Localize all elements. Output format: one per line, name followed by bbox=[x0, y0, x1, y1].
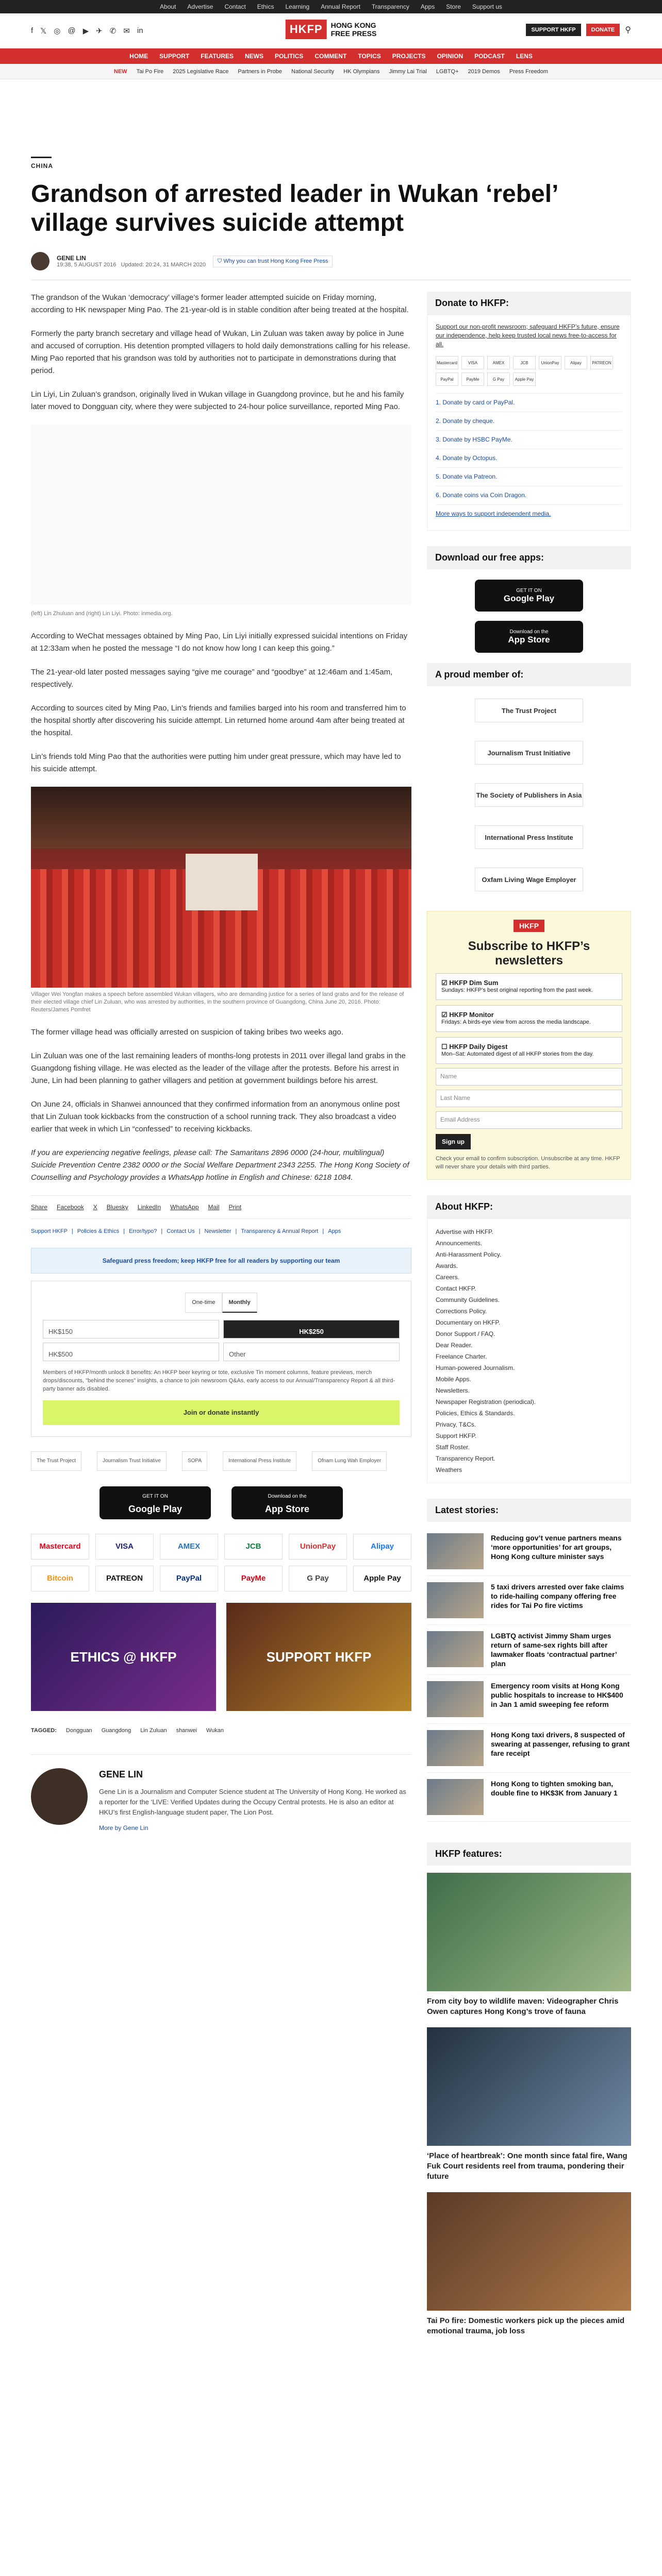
member-logo[interactable]: Oxfam Living Wage Employer bbox=[475, 868, 583, 891]
paragraph: The former village head was officially arrested on suspicion of taking bribes two weeks ago. bbox=[31, 1028, 343, 1037]
payment-icon: PATREON bbox=[590, 356, 613, 369]
sidebar bbox=[427, 292, 631, 2347]
payment-logo: Bitcoin bbox=[31, 1566, 89, 1591]
share-label: Share bbox=[31, 1204, 48, 1211]
about-link[interactable]: Freelance Charter. bbox=[436, 1353, 487, 1360]
newsletter-option[interactable]: ☑ HKFP Monitor Fridays: A birds-eye view from across the media landscape. bbox=[436, 1005, 622, 1032]
about-link[interactable]: Awards. bbox=[436, 1262, 458, 1269]
amount-other-input[interactable]: Other bbox=[223, 1343, 400, 1361]
header-actions bbox=[526, 24, 631, 36]
footer-link[interactable]: Apps bbox=[328, 1228, 341, 1234]
paragraph: Lin Liyi, Lin Zuluan’s grandson, originally lived in Wukan village in Guangdong province, but he and his family later moved to Dongguan city, where they were subjected to 24-hour police surveillance, reported Ming Pao. bbox=[31, 390, 404, 411]
apps-heading: Download our free apps: bbox=[427, 546, 631, 569]
share-x[interactable]: X bbox=[93, 1204, 97, 1211]
checkbox-icon[interactable]: ☐ bbox=[441, 1043, 448, 1050]
subnav-item[interactable]: Press Freedom bbox=[509, 68, 549, 75]
payment-logo: UnionPay bbox=[289, 1534, 347, 1560]
about-link[interactable]: Documentary on HKFP. bbox=[436, 1319, 501, 1326]
payment-icon: PayMe bbox=[461, 372, 484, 386]
share-linkedin[interactable]: LinkedIn bbox=[137, 1204, 161, 1211]
ethics-promo[interactable]: ETHICS @ HKFP bbox=[31, 1603, 216, 1711]
nav-item[interactable]: OPINION bbox=[437, 53, 464, 60]
nav-item[interactable]: NEWS bbox=[244, 53, 263, 60]
amount-option-selected[interactable]: HK$250 bbox=[223, 1320, 400, 1338]
payment-logo: Mastercard bbox=[31, 1534, 89, 1560]
partner-logo[interactable]: SOPA bbox=[182, 1451, 207, 1471]
nav-item[interactable]: SUPPORT bbox=[159, 53, 190, 60]
payment-logo: G Pay bbox=[289, 1566, 347, 1591]
app-store-badge[interactable]: Download on the App Store bbox=[231, 1486, 343, 1519]
share-facebook[interactable]: Facebook bbox=[57, 1204, 84, 1211]
name-field[interactable]: Name bbox=[436, 1068, 622, 1086]
more-by-author-link[interactable]: More by Gene Lin bbox=[99, 1824, 148, 1832]
donate-pay-icons bbox=[436, 356, 622, 386]
share-mail[interactable]: Mail bbox=[208, 1204, 220, 1211]
about-link[interactable]: Newspaper Registration (periodical). bbox=[436, 1398, 536, 1405]
donate-panel bbox=[427, 315, 631, 531]
about-link[interactable]: Careers. bbox=[436, 1274, 460, 1281]
story-thumbnail bbox=[427, 1681, 484, 1717]
payment-logo: PayPal bbox=[160, 1566, 218, 1591]
story-thumbnail bbox=[427, 1779, 484, 1815]
content-columns bbox=[31, 292, 631, 2347]
article-body bbox=[31, 292, 411, 2347]
footer-links: Support HKFP | Policies & Ethics | Error/typo? | Contact Us | Newsletter | Transparency & Annual Report | Apps bbox=[31, 1225, 411, 1238]
membership-text: Members of HKFP/month unlock 8 benefits: An HKFP beer keyring or tote, exclusive Tin moment columns, feature previews, merch drops/discounts, "behind the scenes" insights, a chance to join newsroom Q&As, early access to our Annual/Transparency Report & all third-party banner ads disabled. bbox=[43, 1369, 395, 1392]
author-name[interactable]: GENE LIN bbox=[57, 255, 86, 262]
support-button[interactable]: SUPPORT HKFP bbox=[526, 24, 581, 36]
payment-logo: PATREON bbox=[95, 1566, 154, 1591]
story-title[interactable]: Hong Kong to tighten smoking ban, double fine to HK$3K from January 1 bbox=[491, 1780, 618, 1797]
member-logo[interactable]: International Press Institute bbox=[475, 825, 583, 849]
subnav-item[interactable]: Jimmy Lai Trial bbox=[389, 68, 427, 75]
tab-monthly[interactable]: Monthly bbox=[222, 1293, 257, 1313]
search-icon[interactable]: ⚲ bbox=[625, 26, 631, 35]
author-box bbox=[31, 1754, 411, 1834]
feature-title[interactable]: Tai Po fire: Domestic workers pick up the pieces amid emotional trauma, job loss bbox=[427, 2316, 625, 2335]
publish-date: 19:38, 5 AUGUST 2016 bbox=[57, 262, 117, 268]
nav-item[interactable]: TOPICS bbox=[358, 53, 381, 60]
nav-item[interactable]: PROJECTS bbox=[392, 53, 426, 60]
tag-list bbox=[31, 1724, 411, 1737]
payment-logo: JCB bbox=[224, 1534, 283, 1560]
latest-story[interactable] bbox=[427, 1675, 631, 1724]
social-icons bbox=[31, 26, 143, 36]
about-link[interactable]: Contact HKFP. bbox=[436, 1285, 476, 1292]
about-link[interactable]: Transparency Report. bbox=[436, 1455, 495, 1462]
story-title[interactable]: Reducing gov’t venue partners means ‘more opportunities’ for art groups, Hong Kong culture minister says bbox=[491, 1534, 622, 1561]
paragraph: Lin Zuluan was one of the last remaining leaders of months-long protests in 2011 over illegal land grabs in the Guangdong fishing village. He was elected as the leader of the village after the protests. Before his arrest in June, Lin had been planning to gather villagers and petition at government buildings before his arrest. bbox=[31, 1052, 406, 1085]
site-logo[interactable] bbox=[286, 20, 377, 39]
story-thumbnail bbox=[427, 1631, 484, 1667]
mail-icon[interactable]: ✉ bbox=[123, 27, 130, 36]
shield-icon: ⛉ bbox=[218, 258, 222, 264]
nav-item[interactable]: FEATURES bbox=[201, 53, 234, 60]
share-whatsapp[interactable]: WhatsApp bbox=[170, 1204, 199, 1211]
about-link[interactable]: Human-powered Journalism. bbox=[436, 1364, 515, 1371]
feature-title[interactable]: ‘Place of heartbreak’: One month since fatal fire, Wang Fuk Court residents reel from trauma, pondering their future bbox=[427, 2151, 627, 2181]
story-title[interactable]: 5 taxi drivers arrested over fake claims to ride-hailing company offering free rides for Tai Po fire victims bbox=[491, 1583, 624, 1609]
tag[interactable]: Wukan bbox=[206, 1727, 224, 1734]
photo-stage bbox=[186, 854, 258, 910]
support-banner[interactable]: Safeguard press freedom; keep HKFP free for all readers by supporting our team bbox=[31, 1248, 411, 1274]
google-play-badge[interactable]: GET IT ON Google Play bbox=[475, 580, 583, 612]
payment-logo: VISA bbox=[95, 1534, 154, 1560]
newsletter-logo: HKFP bbox=[514, 920, 544, 932]
newsletter-signup bbox=[427, 911, 631, 1180]
about-link[interactable]: Support HKFP. bbox=[436, 1432, 477, 1439]
category-rule bbox=[31, 157, 52, 158]
story-thumbnail bbox=[427, 1533, 484, 1569]
latest-story[interactable] bbox=[427, 1576, 631, 1625]
footer-link[interactable]: Newsletter bbox=[204, 1228, 231, 1234]
author-photo bbox=[31, 1768, 88, 1825]
topbar-link[interactable]: Transparency bbox=[371, 3, 409, 10]
tag[interactable]: shanwei bbox=[176, 1727, 197, 1734]
whatsapp-icon[interactable]: ✆ bbox=[109, 27, 117, 36]
footer-link[interactable]: Support HKFP bbox=[31, 1228, 68, 1234]
payment-logo: PayMe bbox=[224, 1566, 283, 1591]
story-thumbnail bbox=[427, 1730, 484, 1766]
payment-icon: Alipay bbox=[565, 356, 587, 369]
donate-option[interactable]: 5. Donate via Patreon. bbox=[436, 467, 622, 486]
newsletter-option[interactable]: ☐ HKFP Daily Digest Mon–Sat: Automated digest of all HKFP stories from the day. bbox=[436, 1037, 622, 1064]
subnav-item[interactable]: LGBTQ+ bbox=[436, 68, 459, 75]
subnav-item[interactable]: 2025 Legislative Race bbox=[173, 68, 229, 75]
about-link[interactable]: Donor Support / FAQ. bbox=[436, 1330, 495, 1337]
member-logos bbox=[427, 686, 631, 904]
feature-image[interactable] bbox=[427, 2027, 631, 2146]
payment-logo: AMEX bbox=[160, 1534, 218, 1560]
about-link[interactable]: Community Guidelines. bbox=[436, 1296, 500, 1303]
nav-item[interactable]: COMMENT bbox=[315, 53, 347, 60]
latest-story[interactable] bbox=[427, 1773, 631, 1822]
article-title: Grandson of arrested leader in Wukan ‘rebel’ village survives suicide attempt bbox=[31, 180, 557, 236]
image-caption: (left) Lin Zhuluan and (right) Lin Liyi. Photo: inmedia.org. bbox=[31, 611, 173, 617]
footer-link[interactable]: Contact Us bbox=[167, 1228, 195, 1234]
hkfp-logo: HKFP bbox=[286, 20, 327, 39]
paragraph: According to WeChat messages obtained by Ming Pao, Lin Liyi initially expressed suicidal intentions on Friday at 12:33am when he posted the message “I do not know how long I can keep this going.” bbox=[31, 632, 408, 653]
latest-stories bbox=[427, 1522, 631, 1827]
protest-photo bbox=[31, 787, 411, 988]
topbar-link[interactable]: Store bbox=[446, 3, 461, 10]
story-title[interactable]: Emergency room visits at Hong Kong public hospitals to increase to HK$400 in Jan 1 amid sweeping fee reform bbox=[491, 1682, 623, 1708]
nav-item[interactable]: LENS bbox=[516, 53, 533, 60]
story-title[interactable]: Hong Kong taxi drivers, 8 suspected of swearing at passenger, refusing to grant fare receipt bbox=[491, 1731, 630, 1757]
share-bar bbox=[31, 1195, 411, 1219]
donate-intro[interactable]: Support our non-profit newsroom; safeguard HKFP’s future, ensure our independence, help keep trusted local news free-to-access for all. bbox=[436, 323, 620, 348]
about-link[interactable]: Weathers bbox=[436, 1466, 462, 1473]
about-link[interactable]: Anti-Harassment Policy. bbox=[436, 1251, 502, 1258]
support-promo[interactable]: SUPPORT HKFP bbox=[226, 1603, 411, 1711]
topbar-link[interactable]: Learning bbox=[285, 3, 310, 10]
about-link[interactable]: Dear Reader. bbox=[436, 1342, 473, 1349]
share-print[interactable]: Print bbox=[228, 1204, 242, 1211]
footer-link[interactable]: Policies & Ethics bbox=[77, 1228, 120, 1234]
payment-logo: Apple Pay bbox=[353, 1566, 411, 1591]
app-store-badge[interactable]: Download on the App Store bbox=[475, 621, 583, 653]
donate-option[interactable]: 1. Donate by card or PayPal. bbox=[436, 393, 622, 412]
telegram-icon[interactable]: ✈ bbox=[96, 27, 103, 36]
partner-logo[interactable]: Ofnam Lung Wah Employer bbox=[312, 1451, 387, 1471]
amount-options bbox=[43, 1320, 400, 1361]
instagram-icon[interactable]: ◎ bbox=[54, 27, 61, 36]
nav-item[interactable]: POLITICS bbox=[274, 53, 304, 60]
subnav-item[interactable]: Partners in Probe bbox=[238, 68, 282, 75]
donate-heading: Donate to HKFP: bbox=[427, 292, 631, 315]
amount-option[interactable]: HK$150 bbox=[43, 1320, 219, 1338]
article-image bbox=[31, 425, 411, 605]
about-link[interactable]: Mobile Apps. bbox=[436, 1376, 471, 1383]
checkbox-icon[interactable]: ☑ bbox=[441, 1011, 448, 1019]
about-links bbox=[427, 1218, 631, 1483]
payment-icon: G Pay bbox=[487, 372, 510, 386]
byline bbox=[31, 252, 631, 270]
donate-button[interactable]: DONATE bbox=[586, 24, 620, 36]
paragraph: The grandson of the Wukan ‘democracy’ village’s former leader attempted suicide on Friday morning, according to HK newspaper Ming Pao. The 21-year-old is in stable condition after being treated at the hospital. bbox=[31, 293, 409, 314]
facebook-icon[interactable]: f bbox=[31, 26, 34, 35]
tag[interactable]: Guangdong bbox=[101, 1727, 131, 1734]
paragraph: The 21-year-old later posted messages saying “give me courage” and “goodbye” at 12:46am and 1:45am, respectively. bbox=[31, 668, 393, 689]
donate-option[interactable]: 3. Donate by HSBC PayMe. bbox=[436, 430, 622, 449]
updated-date: Updated: 20:24, 31 MARCH 2020 bbox=[121, 262, 206, 268]
logo-text: HONG KONG FREE PRESS bbox=[330, 21, 377, 38]
threads-icon[interactable]: @ bbox=[68, 26, 76, 35]
latest-heading: Latest stories: bbox=[427, 1499, 631, 1522]
about-link[interactable]: Corrections Policy. bbox=[436, 1308, 487, 1315]
share-bluesky[interactable]: Bluesky bbox=[106, 1204, 128, 1211]
topbar-link[interactable]: Contact bbox=[224, 3, 246, 10]
author-box-name[interactable]: GENE LIN bbox=[99, 1769, 143, 1780]
newsletter-title: Subscribe to HKFP’s newsletters bbox=[468, 939, 590, 968]
linkedin-icon[interactable]: in bbox=[137, 26, 143, 35]
latest-story[interactable] bbox=[427, 1527, 631, 1576]
partner-logos bbox=[31, 1451, 411, 1471]
article-category[interactable]: CHINA bbox=[31, 162, 53, 170]
partner-logo[interactable]: International Press Institute bbox=[223, 1451, 296, 1471]
author-bio: Gene Lin is a Journalism and Computer Science student at The University of Hong Kong. He worked as a reporter for the ‘LIVE: Verified Updates during the Occupy Central protests. He is also an editor at HKU’s first English-language student paper, The Lion Post. bbox=[99, 1788, 406, 1816]
newsletter-option[interactable]: ☑ HKFP Dim Sum Sundays: HKFP’s best original reporting from the past week. bbox=[436, 973, 622, 1000]
byline-text bbox=[57, 255, 206, 268]
payment-icon: JCB bbox=[513, 356, 536, 369]
trust-link[interactable]: ⛉ Why you can trust Hong Kong Free Press bbox=[213, 256, 333, 267]
donate-option[interactable]: 4. Donate by Octopus. bbox=[436, 449, 622, 467]
partner-logo[interactable]: The Trust Project bbox=[31, 1451, 81, 1471]
tag[interactable]: Dongguan bbox=[65, 1727, 92, 1734]
join-button[interactable]: Join or donate instantly bbox=[43, 1400, 400, 1425]
signup-button[interactable]: Sign up bbox=[436, 1134, 471, 1149]
member-logo[interactable]: The Trust Project bbox=[475, 699, 583, 722]
about-link[interactable]: Privacy, T&Cs. bbox=[436, 1421, 476, 1428]
app-store-badges bbox=[31, 1486, 411, 1519]
youtube-icon[interactable]: ▶ bbox=[82, 27, 89, 36]
payment-icon: PayPal bbox=[436, 372, 458, 386]
payment-icon: VISA bbox=[461, 356, 484, 369]
donate-option[interactable]: 6. Donate coins via Coin Dragon. bbox=[436, 486, 622, 504]
payment-methods bbox=[31, 1534, 411, 1591]
donation-widget bbox=[31, 1281, 411, 1437]
story-thumbnail bbox=[427, 1582, 484, 1618]
main-nav bbox=[0, 48, 662, 64]
sub-nav bbox=[0, 64, 662, 79]
footer-link[interactable]: Transparency & Annual Report bbox=[241, 1228, 319, 1234]
member-logo[interactable]: The Society of Publishers in Asia bbox=[475, 783, 583, 807]
paragraph: On June 24, officials in Shanwei announced that they confirmed information from an anonymous online post that Lin Zuluan took kickbacks from the construction of a school running track. They also broadcast a video earlier that week in which Lin “confessed” to receiving kickbacks. bbox=[31, 1100, 400, 1133]
latest-story[interactable] bbox=[427, 1625, 631, 1675]
nav-item[interactable]: PODCAST bbox=[474, 53, 505, 60]
photo-sky bbox=[31, 787, 411, 849]
author-info bbox=[99, 1768, 411, 1834]
feature-image[interactable] bbox=[427, 1873, 631, 1991]
topbar-link[interactable]: Apps bbox=[420, 3, 435, 10]
about-link[interactable]: Newsletters. bbox=[436, 1387, 470, 1394]
page-wrapper bbox=[31, 157, 631, 2347]
topbar-link[interactable]: Support us bbox=[472, 3, 502, 10]
subnav-item[interactable]: Tai Po Fire bbox=[136, 68, 164, 75]
about-link[interactable]: Announcements. bbox=[436, 1240, 483, 1247]
topbar-link[interactable]: Ethics bbox=[257, 3, 274, 10]
author-avatar bbox=[31, 252, 49, 270]
email-field[interactable]: Email Address bbox=[436, 1111, 622, 1129]
sidebar-app-badges bbox=[427, 569, 631, 663]
google-play-badge[interactable]: GET IT ON Google Play bbox=[100, 1486, 211, 1519]
payment-icon: Apple Pay bbox=[513, 372, 536, 386]
feature-image[interactable] bbox=[427, 2192, 631, 2311]
payment-logo: Alipay bbox=[353, 1534, 411, 1560]
newsletter-note: Check your email to confirm subscription. Unsubscribe at any time. HKFP will never share your details with third parties. bbox=[436, 1156, 620, 1170]
tagged-label: TAGGED: bbox=[31, 1727, 57, 1734]
donate-option[interactable]: 2. Donate by cheque. bbox=[436, 412, 622, 430]
topbar-link[interactable]: Advertise bbox=[187, 3, 213, 10]
nav-item[interactable]: HOME bbox=[129, 53, 148, 60]
checkbox-icon[interactable]: ☑ bbox=[441, 979, 448, 987]
feature-stories bbox=[427, 1873, 631, 2336]
last-name-field[interactable]: Last Name bbox=[436, 1090, 622, 1107]
amount-option[interactable]: HK$500 bbox=[43, 1343, 219, 1361]
about-link[interactable]: Advertise with HKFP. bbox=[436, 1228, 493, 1235]
paragraph: According to sources cited by Ming Pao, Lin’s friends and families barged into his room and transferred him to the hospital shortly after discovering his suicide attempt. Lin returned home around 4am after being treated at the hospital. bbox=[31, 704, 406, 737]
subnav-item[interactable]: National Security bbox=[291, 68, 335, 75]
site-header bbox=[0, 13, 662, 48]
partner-logo[interactable]: Journalism Trust Initiative bbox=[97, 1451, 167, 1471]
about-link[interactable]: Staff Roster. bbox=[436, 1444, 470, 1451]
more-support-link[interactable]: More ways to support independent media. bbox=[436, 504, 622, 523]
member-logo[interactable]: Journalism Trust Initiative bbox=[475, 741, 583, 765]
paragraph: Formerly the party branch secretary and village head of Wukan, Lin Zuluan was taken away by police in June and accused of corruption. His detention prompted villagers to hold daily demonstrations calling for his release. Ming Pao reported that his grandson was told by authorities not to participate in demonstrations during that period. bbox=[31, 329, 410, 375]
helpline-note: If you are experiencing negative feelings, please call: The Samaritans 2896 0000 (24-hour, multilingual) Suicide Prevention Centre 2382 0000 or the Social Welfare Department 2343 2255. The Hong Kong Society of Counselling and Psychology provides a WhatsApp hotline in English and Chinese: 6218 1084. bbox=[31, 1148, 409, 1182]
payment-icon: Mastercard bbox=[436, 356, 458, 369]
footer-link[interactable]: Error/typo? bbox=[128, 1228, 157, 1234]
payment-icon: UnionPay bbox=[539, 356, 561, 369]
about-heading: About HKFP: bbox=[427, 1195, 631, 1218]
payment-icon: AMEX bbox=[487, 356, 510, 369]
subnav-item[interactable]: 2019 Demos bbox=[468, 68, 500, 75]
story-title[interactable]: LGBTQ activist Jimmy Sham urges return of same-sex rights bill after lawmaker floats ‘contractual partner’ plan bbox=[491, 1632, 617, 1668]
donation-tabs bbox=[43, 1293, 400, 1313]
topbar-link[interactable]: About bbox=[160, 3, 176, 10]
image-caption: Villager Wei Yongfan makes a speech before assembled Wukan villagers, who are demanding justice for a series of land grabs and for the release of their elected village chief Lin Zuluan, who was arrested by authorities, in the southern province of Guangdong, China June 20, 2016. Photo: Reuters/James Pomfret bbox=[31, 991, 404, 1013]
about-link[interactable]: Policies, Ethics & Standards. bbox=[436, 1410, 515, 1417]
promo-banners bbox=[31, 1603, 411, 1711]
latest-story[interactable] bbox=[427, 1724, 631, 1773]
tab-one-time[interactable]: One-time bbox=[185, 1293, 222, 1313]
tag[interactable]: Lin Zuluan bbox=[140, 1727, 167, 1734]
feature-title[interactable]: From city boy to wildlife maven: Videographer Chris Owen captures Hong Kong’s trove of fauna bbox=[427, 1997, 619, 2016]
features-heading: HKFP features: bbox=[427, 1842, 631, 1866]
x-icon[interactable]: 𝕏 bbox=[40, 27, 47, 36]
member-heading: A proud member of: bbox=[427, 663, 631, 686]
top-bar bbox=[0, 0, 662, 13]
new-badge: NEW bbox=[113, 68, 127, 75]
subnav-item[interactable]: HK Olympians bbox=[343, 68, 380, 75]
paragraph: Lin’s friends told Ming Pao that the authorities were putting him under great pressure, which may have led to his suicide attempt. bbox=[31, 752, 401, 773]
topbar-link[interactable]: Annual Report bbox=[321, 3, 360, 10]
